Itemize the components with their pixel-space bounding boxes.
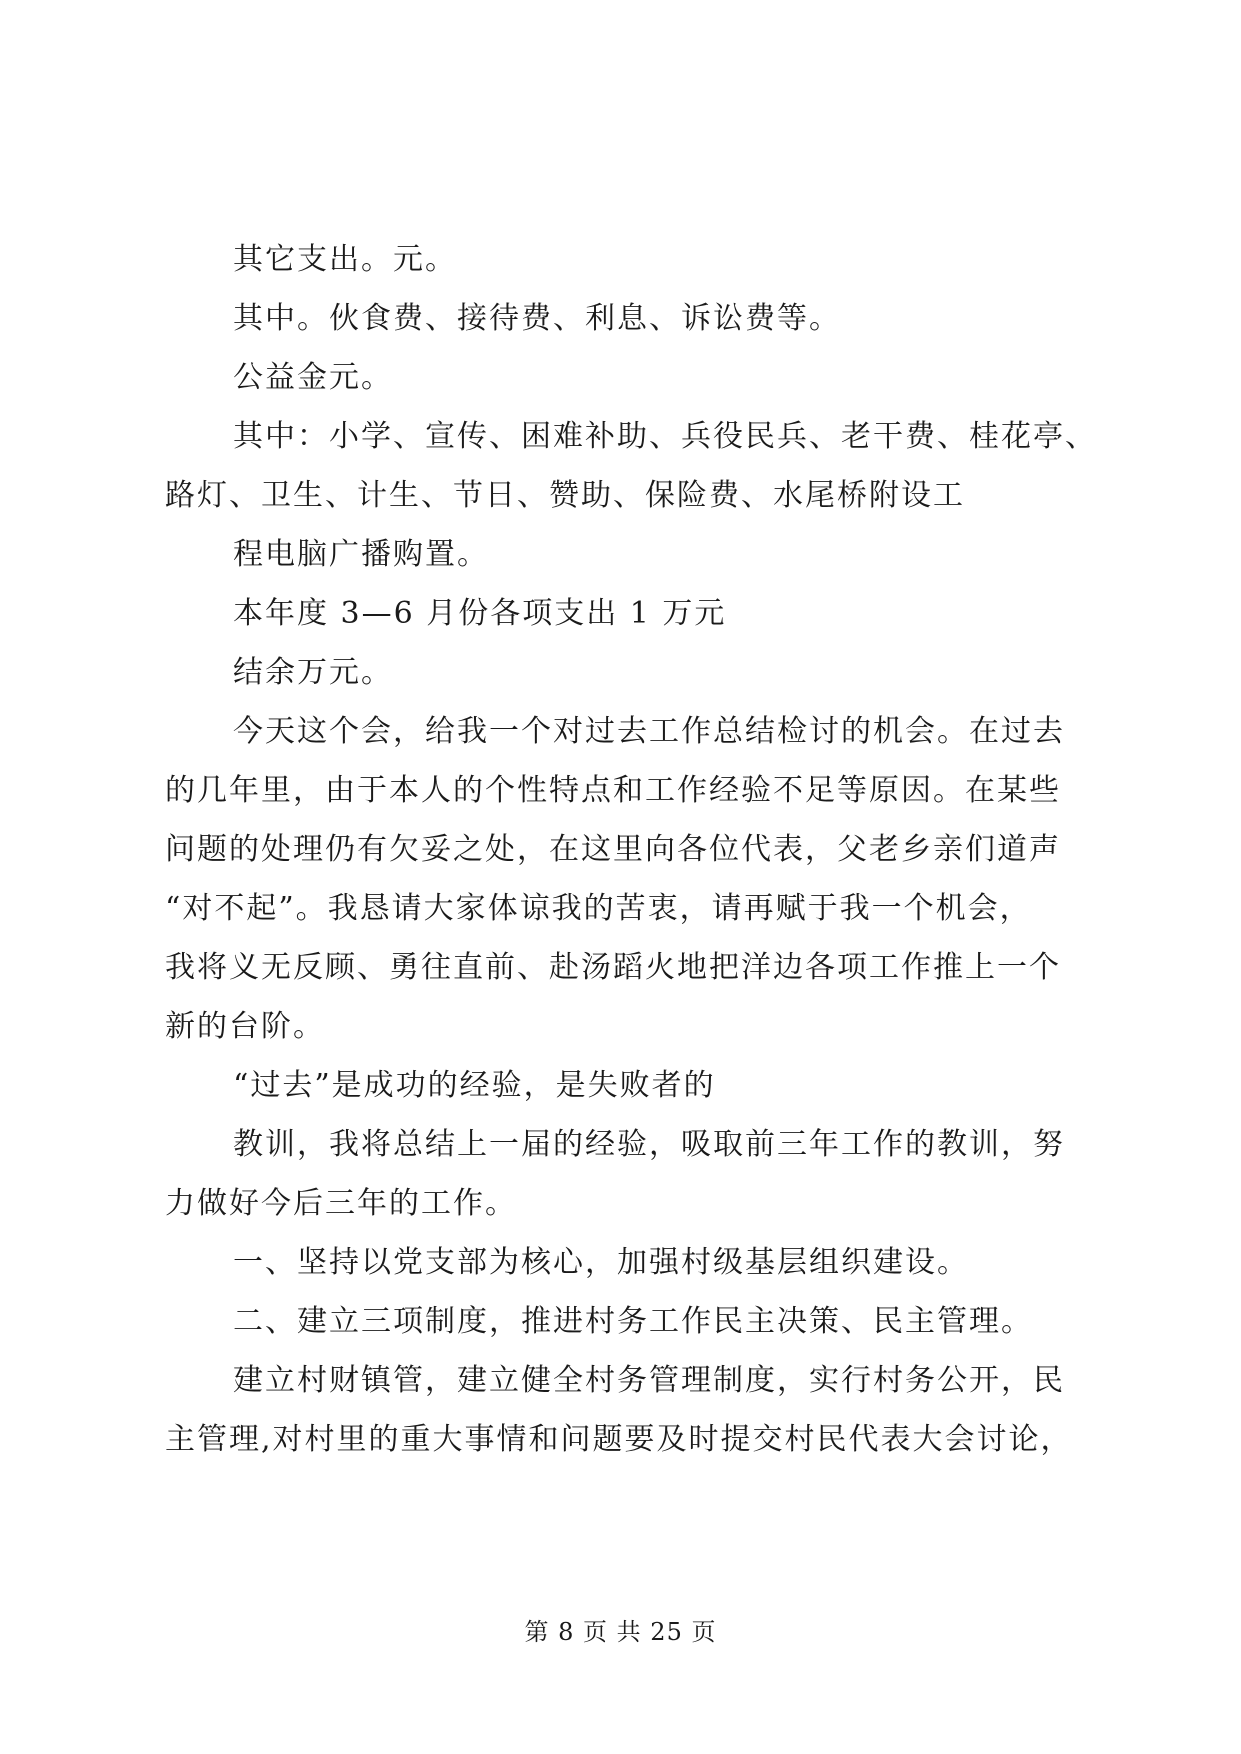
text-line: 其中：小学、宣传、困难补助、兵役民兵、老干费、桂花亭、 [233, 419, 1097, 454]
text-line: 新的台阶。 [165, 1009, 325, 1044]
text-line: 路灯、卫生、计生、节日、赞助、保险费、水尾桥附设工 [165, 478, 965, 513]
text-line: “过去”是成功的经验，是失败者的 [233, 1068, 716, 1103]
page-number-footer: 第 8 页 共 25 页 [524, 1618, 717, 1646]
text-line: 教训，我将总结上一届的经验，吸取前三年工作的教训，努 [233, 1127, 1065, 1162]
text-line: 本年度 3—6 月份各项支出 1 万元 [233, 596, 727, 631]
text-line: 问题的处理仍有欠妥之处，在这里向各位代表，父老乡亲们道声 [165, 832, 1061, 867]
body-text [165, 230, 1097, 1469]
text-line: 程电脑广播购置。 [233, 537, 489, 572]
text-line: 公益金元。 [233, 360, 393, 395]
text-line: 二、建立三项制度，推进村务工作民主决策、民主管理。 [233, 1304, 1033, 1339]
text-line: 主管理,对村里的重大事情和问题要及时提交村民代表大会讨论， [165, 1422, 1073, 1457]
text-line: 结余万元。 [233, 655, 393, 690]
text-line: 建立村财镇管，建立健全村务管理制度，实行村务公开，民 [233, 1363, 1065, 1398]
text-line: 力做好今后三年的工作。 [165, 1186, 517, 1221]
text-line: 其它支出。元。 [233, 242, 457, 277]
text-line: 今天这个会，给我一个对过去工作总结检讨的机会。在过去 [233, 714, 1065, 749]
text-line: 的几年里，由于本人的个性特点和工作经验不足等原因。在某些 [165, 773, 1061, 808]
text-line: 其中。伙食费、接待费、利息、诉讼费等。 [233, 301, 841, 336]
text-line: “对不起”。我恳请大家体谅我的苦衷，请再赋于我一个机会， [165, 891, 1032, 926]
text-line: 我将义无反顾、勇往直前、赴汤蹈火地把洋边各项工作推上一个 [165, 950, 1061, 985]
text-line: 一、坚持以党支部为核心，加强村级基层组织建设。 [233, 1245, 969, 1280]
